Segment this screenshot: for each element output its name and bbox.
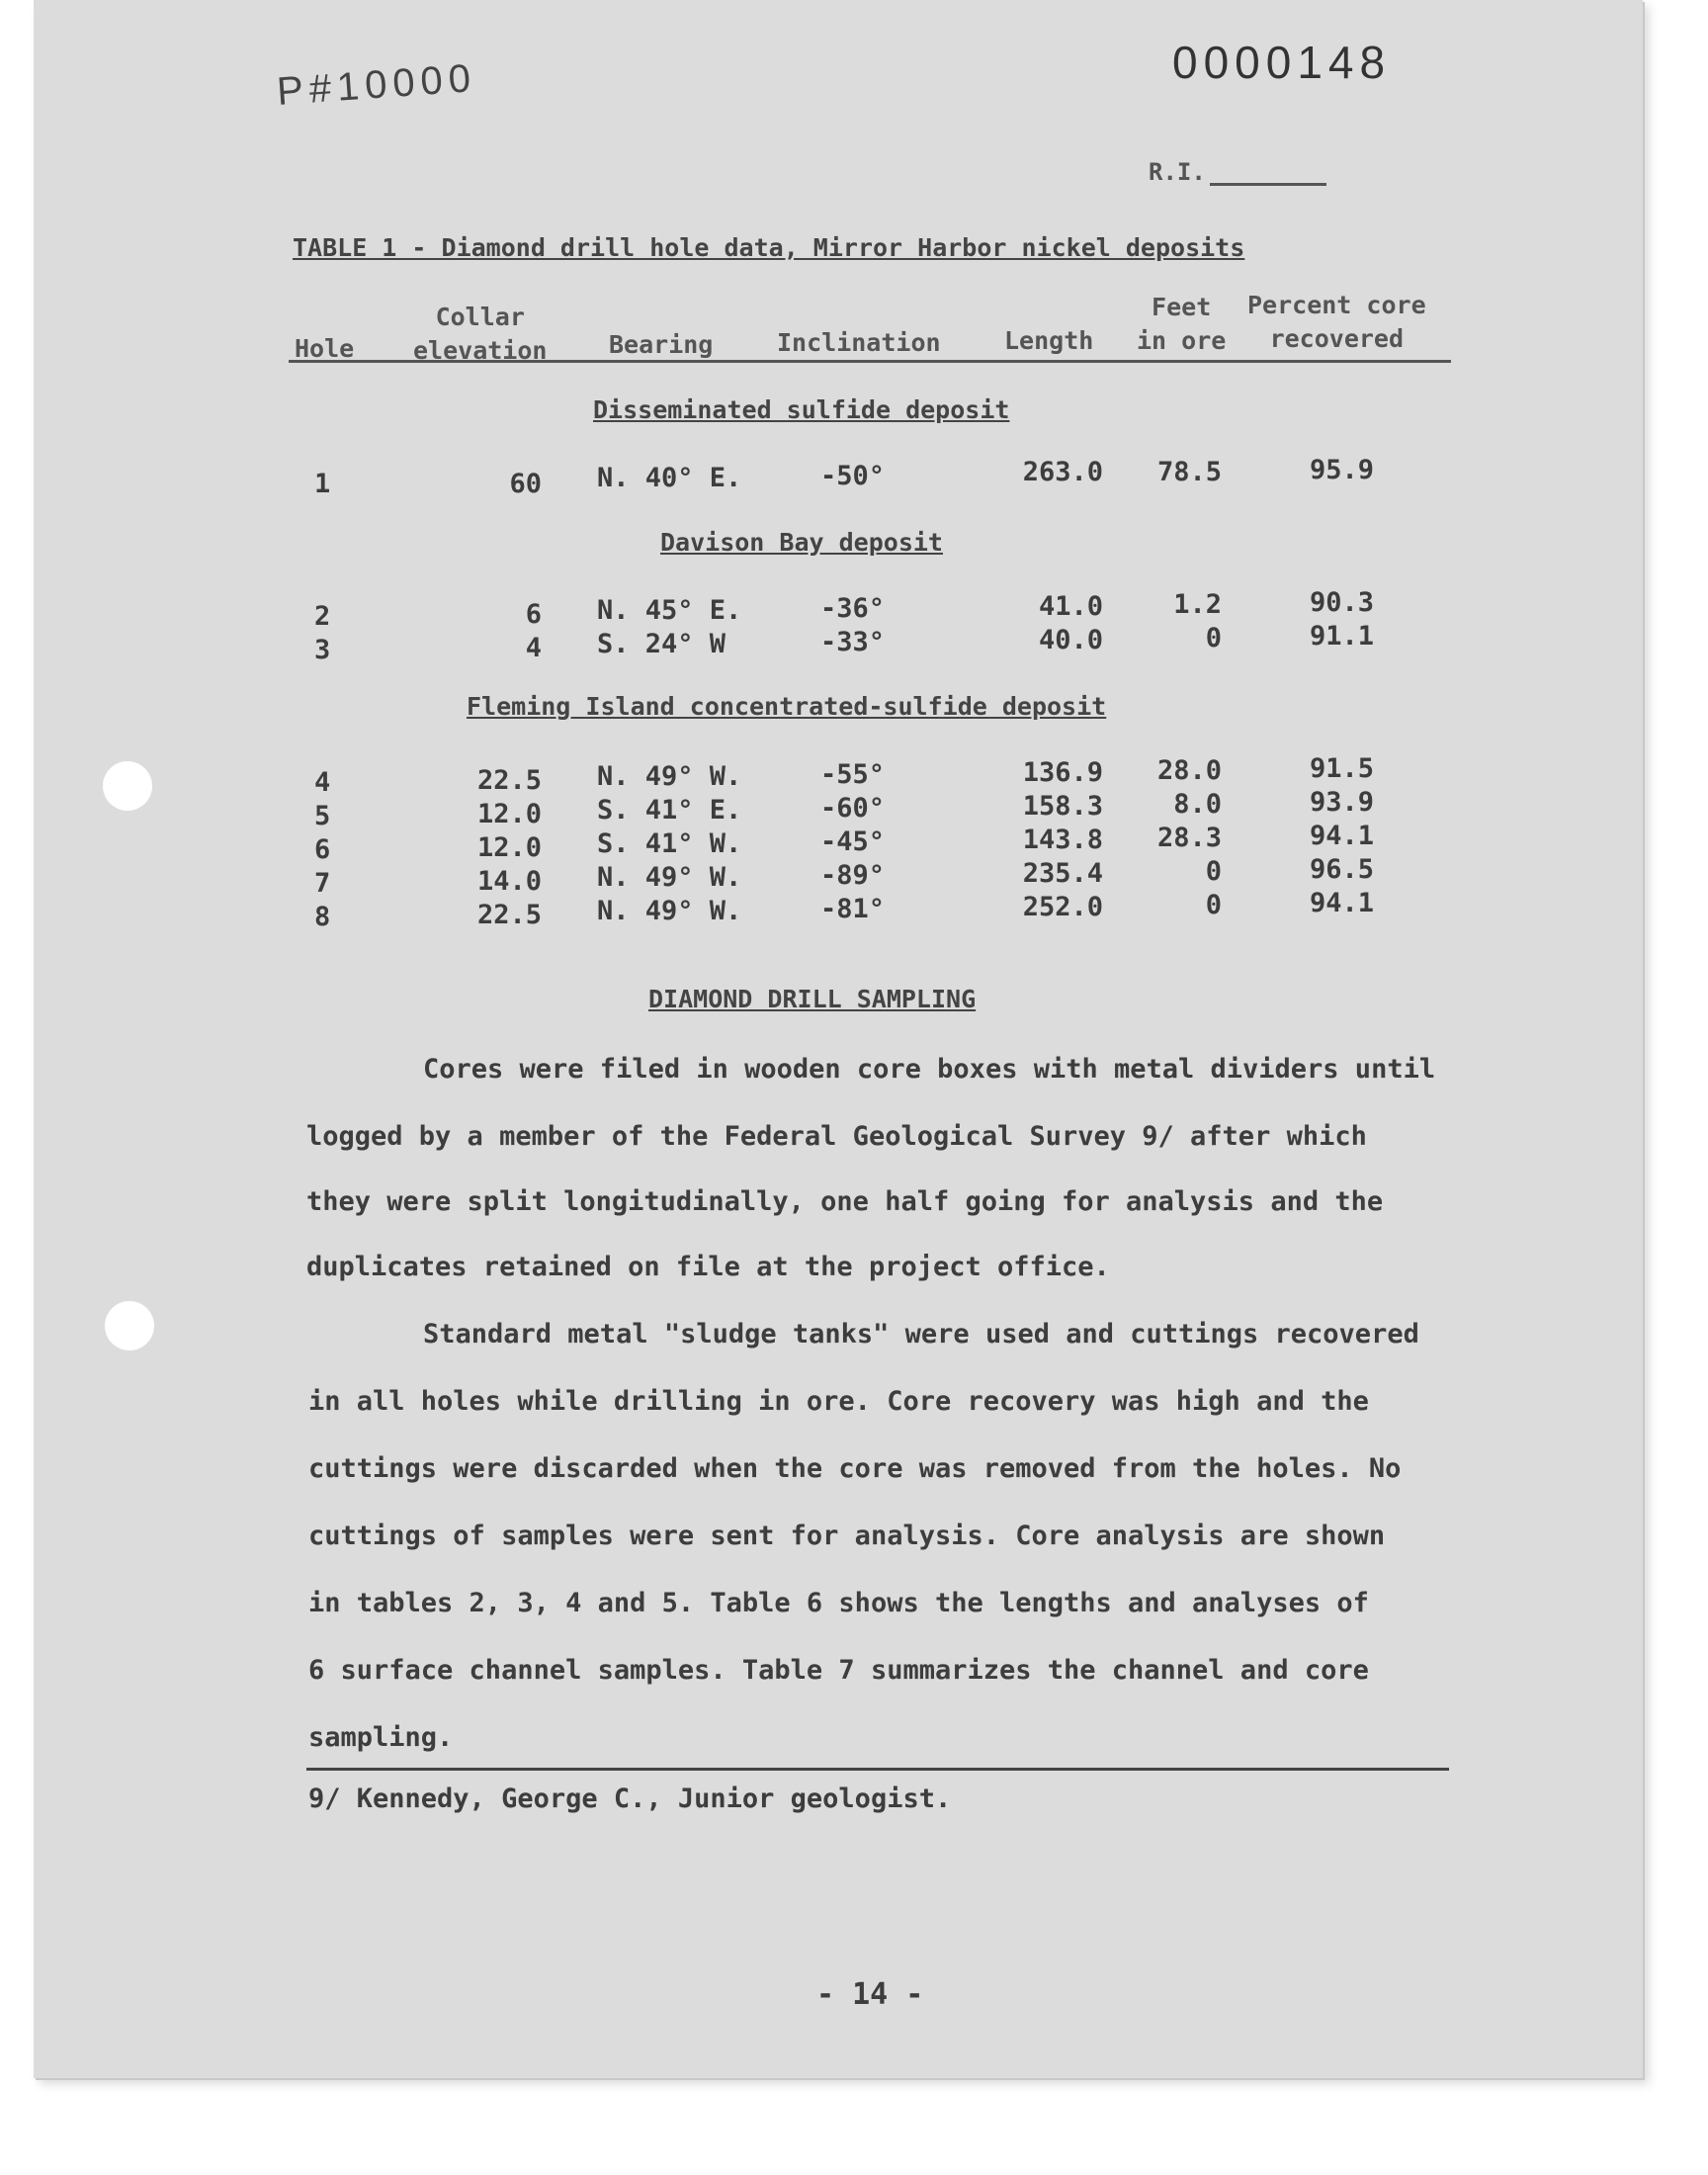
cell-length: 40.0 — [1038, 625, 1103, 655]
cell-percent-recovered: 94.1 — [1309, 888, 1374, 918]
cell-feet-in-ore: 0 — [1205, 856, 1222, 887]
col-header-feet — [1137, 291, 1226, 358]
cell-inclination: -81° — [820, 894, 886, 924]
paragraph-line: in all holes while drilling in ore. Core recovery was high and the — [308, 1386, 1369, 1417]
paragraph-line: Cores were filed in wooden core boxes with metal dividers until — [423, 1054, 1436, 1085]
cell-length: 143.8 — [1022, 825, 1103, 855]
col-header-percent-line2: recovered — [1269, 324, 1405, 353]
footnote-rule — [306, 1768, 1449, 1771]
ri-blank-line — [1210, 183, 1326, 186]
punch-hole-bottom — [105, 1301, 154, 1350]
cell-length: 158.3 — [1022, 791, 1103, 822]
cell-bearing: S. 24° W — [597, 629, 726, 659]
table-title: TABLE 1 - Diamond drill hole data, Mirror Harbor nickel deposits — [293, 233, 1245, 262]
cell-inclination: -60° — [820, 793, 886, 824]
paragraph-line: logged by a member of the Federal Geological Survey 9/ after which — [306, 1121, 1367, 1152]
header-rule — [289, 360, 1451, 363]
ri-label — [1149, 158, 1326, 186]
paragraph-line: duplicates retained on file at the project office. — [306, 1252, 1110, 1282]
cell-percent-recovered: 93.9 — [1309, 787, 1374, 818]
cell-length: 252.0 — [1022, 892, 1103, 922]
section-heading: DIAMOND DRILL SAMPLING — [648, 985, 977, 1013]
cell-inclination: -33° — [820, 627, 886, 657]
paragraph-line: they were split longitudinally, one half going for analysis and the — [306, 1186, 1384, 1217]
cell-bearing: N. 49° W. — [597, 761, 742, 792]
cell-elevation: 22.5 — [476, 900, 542, 930]
cell-elevation: 60 — [509, 469, 542, 499]
cell-inclination: -55° — [820, 759, 886, 790]
cell-feet-in-ore: 28.0 — [1156, 755, 1222, 786]
cell-percent-recovered: 90.3 — [1309, 587, 1374, 618]
col-header-length: Length — [1004, 326, 1094, 355]
cell-bearing: S. 41° E. — [597, 795, 742, 826]
col-header-bearing: Bearing — [609, 330, 714, 359]
section-title: Fleming Island concentrated-sulfide deposit — [467, 692, 1107, 721]
col-header-feet-line2: in ore — [1137, 326, 1227, 355]
paragraph-line: Standard metal "sludge tanks" were used and cuttings recovered — [423, 1319, 1419, 1349]
paragraph-line: in tables 2, 3, 4 and 5. Table 6 shows the lengths and analyses of — [308, 1588, 1369, 1618]
cell-hole: 2 — [314, 601, 331, 632]
cell-elevation: 12.0 — [476, 832, 542, 863]
col-header-collar-line2: elevation — [413, 336, 548, 365]
col-header-percent — [1247, 289, 1426, 356]
cell-elevation: 12.0 — [476, 799, 542, 829]
section-title: Disseminated sulfide deposit — [593, 395, 1010, 424]
cell-feet-in-ore: 0 — [1205, 623, 1222, 653]
cell-length: 41.0 — [1038, 591, 1103, 622]
page-serial-number: 0000148 — [1172, 37, 1392, 88]
paragraph-line: 6 surface channel samples. Table 7 summarizes the channel and core — [308, 1655, 1369, 1686]
cell-length: 235.4 — [1022, 858, 1103, 889]
cell-bearing: N. 49° W. — [597, 896, 742, 926]
col-header-collar-line1: Collar — [435, 303, 525, 331]
cell-inclination: -89° — [820, 860, 886, 891]
cell-hole: 8 — [314, 902, 331, 932]
cell-hole: 6 — [314, 834, 331, 865]
cell-percent-recovered: 91.1 — [1309, 621, 1374, 652]
cell-percent-recovered: 95.9 — [1309, 455, 1374, 485]
col-header-collar — [413, 301, 547, 368]
col-header-feet-line1: Feet — [1152, 293, 1212, 321]
cell-percent-recovered: 96.5 — [1309, 854, 1374, 885]
cell-feet-in-ore: 0 — [1205, 890, 1222, 920]
cell-hole: 7 — [314, 868, 331, 899]
paragraph-line: cuttings were discarded when the core was removed from the holes. No — [308, 1453, 1402, 1484]
cell-elevation: 22.5 — [476, 765, 542, 796]
cell-elevation: 6 — [525, 599, 542, 630]
cell-hole: 3 — [314, 635, 331, 665]
col-header-percent-line1: Percent core — [1247, 291, 1426, 319]
reference-number-handwritten: P#10000 — [275, 56, 478, 114]
cell-hole: 4 — [314, 767, 331, 798]
cell-length: 136.9 — [1022, 757, 1103, 788]
footnote: 9/ Kennedy, George C., Junior geologist. — [308, 1784, 952, 1814]
cell-elevation: 4 — [525, 633, 542, 663]
cell-bearing: N. 45° E. — [597, 595, 742, 626]
cell-hole: 5 — [314, 801, 331, 831]
col-header-hole: Hole — [295, 334, 355, 363]
cell-feet-in-ore: 8.0 — [1173, 789, 1222, 820]
cell-feet-in-ore: 28.3 — [1156, 823, 1222, 853]
paragraph-line: cuttings of samples were sent for analysis. Core analysis are shown — [308, 1521, 1386, 1551]
cell-feet-in-ore: 78.5 — [1156, 457, 1222, 487]
cell-percent-recovered: 91.5 — [1309, 753, 1374, 784]
cell-percent-recovered: 94.1 — [1309, 821, 1374, 851]
cell-elevation: 14.0 — [476, 866, 542, 897]
cell-inclination: -36° — [820, 593, 886, 624]
page-number: - 14 - — [816, 1977, 924, 2012]
cell-bearing: N. 49° W. — [597, 862, 742, 893]
cell-length: 263.0 — [1022, 457, 1103, 487]
ri-text: R.I. — [1149, 158, 1206, 186]
paragraph-line: sampling. — [308, 1722, 454, 1753]
cell-bearing: N. 40° E. — [597, 463, 742, 493]
cell-inclination: -50° — [820, 461, 886, 491]
cell-inclination: -45° — [820, 826, 886, 857]
cell-feet-in-ore: 1.2 — [1173, 589, 1222, 620]
col-header-inclination: Inclination — [777, 328, 941, 357]
section-title: Davison Bay deposit — [660, 528, 943, 557]
punch-hole-top — [103, 761, 152, 811]
cell-hole: 1 — [314, 469, 331, 499]
cell-bearing: S. 41° W. — [597, 828, 742, 859]
